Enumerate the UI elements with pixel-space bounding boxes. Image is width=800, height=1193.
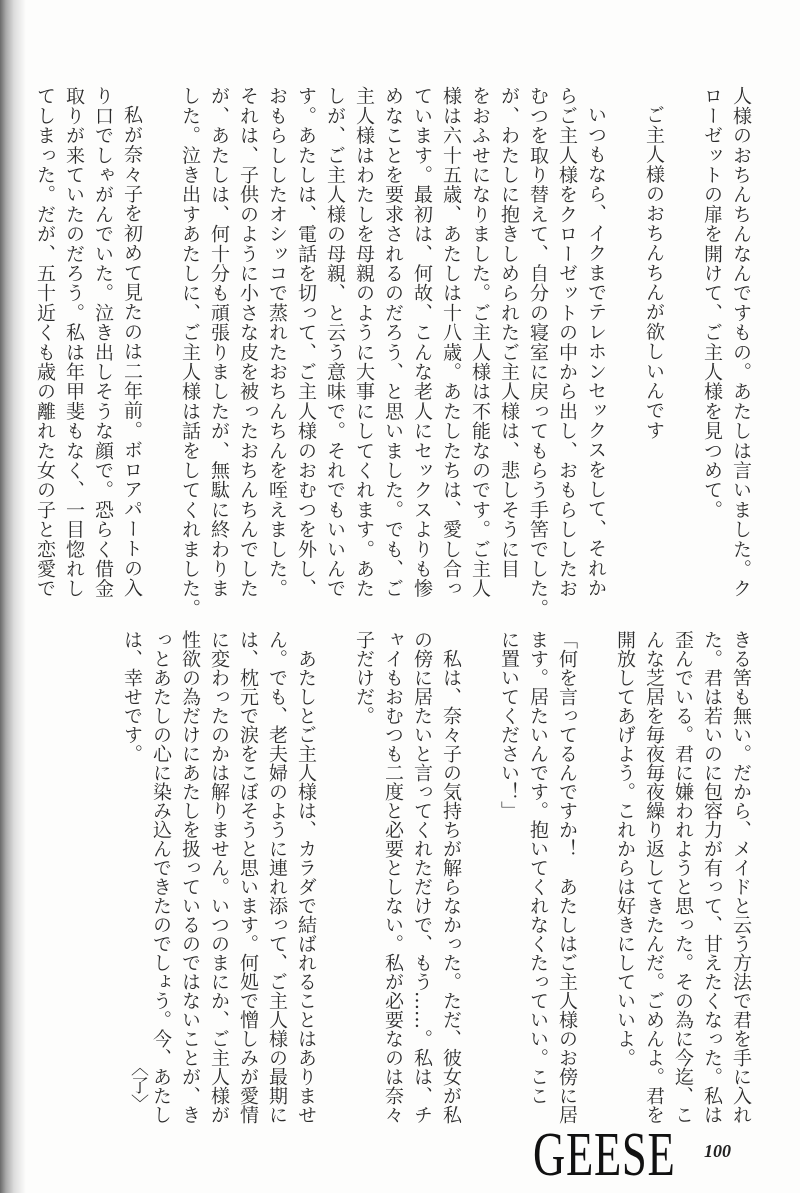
dialogue-line: に置いてください！」 (498, 630, 520, 820)
text-line: 歪んでいる。君に嫌われようと思った。その為に今迄、こ (672, 630, 694, 1124)
dialogue-line: ます。居たいんです。抱いてくれなくたっていい。ここ (527, 630, 549, 1105)
text-line: それは、子供のように小さな皮を被ったおちんちんでした (237, 86, 259, 599)
text-line: きる筈も無い。だから、メイドと云う方法で君を手に入れ (730, 630, 752, 1124)
page-number: 100 (704, 1141, 731, 1161)
blank-line (320, 630, 349, 1122)
text-line: てしまった。だが、五十近くも歳の離れた女の子と恋愛で (34, 86, 56, 599)
text-line: っとあたしの心に染み込んできたのでしょう。今、あたし (150, 630, 172, 1124)
text-line: す。あたしは、電話を切って、ご主人様のおむつを外し、 (295, 86, 317, 599)
blank-line (610, 86, 639, 601)
text-line: むつを取り替えて、自分の寝室に戻ってもらう手筈でした。 (527, 86, 549, 618)
blank-line (146, 86, 175, 601)
binding-shadow (0, 0, 26, 1193)
text-line: 人様のおちんちんなんですもの。あたしは言いました。ク (730, 86, 752, 599)
text-line: らご主人様をクローゼットの中から出し、おもらししたお (556, 86, 578, 599)
text-line: おもらししたオシッコで蒸れたおちんちんを咥えました。 (266, 86, 288, 599)
text-line: いつもなら、イクまでテレホンセックスをして、それか (585, 105, 607, 598)
text-line: しが、ご主人様の母親、と云う意味で。それでもいいんで (324, 86, 346, 599)
text-line: に変わったのかは解りません。いつのまにか、ご主人様が (208, 630, 230, 1124)
text-block-bottom (117, 630, 755, 1122)
blank-line (465, 630, 494, 1122)
text-line: めなことを要求されるのだろう、と思いました。でも、ご (382, 86, 404, 599)
text-line: ています。最初は、何故、こんな老人にセックスよりも惨 (411, 86, 433, 599)
magazine-title: GEESE (533, 1121, 676, 1189)
text-line: の傍に居たいと言ってくれただけで、もう……。私は、チ (411, 630, 433, 1124)
text-line: 私は、奈々子の気持ちが解らなかった。ただ、彼女が私 (440, 649, 462, 1124)
text-line: た。君は若いのに包容力が有って、甘えたくなった。私は (701, 630, 723, 1124)
text-line: した。泣き出すあたしに、ご主人様は話をしてくれました。 (179, 86, 201, 618)
text-line: 様は六十五歳、あたしは十八歳。あたしたちは、愛し合っ (440, 86, 462, 599)
text-line: が、あたしは、何十分も頑張りましたが、無駄に終わりま (208, 86, 230, 599)
text-line: は、枕元で涙をこぼそうと思います。何処で憎しみが愛情 (237, 630, 259, 1124)
text-line: 取りが来ていたのだろう。私は年甲斐もなく、一目惚れし (63, 86, 85, 599)
text-line: あたしとご主人様は、カラダで結ばれることはありませ (295, 649, 317, 1124)
text-line: んな芝居を毎夜毎夜繰り返してきたんだ。ごめんよ。君を (643, 630, 665, 1124)
text-line: ャイもおむつも二度と必要としない。私が必要なのは奈々 (382, 630, 404, 1124)
blank-line (581, 630, 610, 1122)
text-line: ん。でも、老夫婦のように連れ添って、ご主人様の最期に (266, 630, 288, 1124)
text-line: が、わたしに抱きしめられたご主人様は、悲しそうに目 (498, 86, 520, 579)
blank-line (668, 86, 697, 601)
end-mark: 〈了〉 (128, 1058, 149, 1112)
text-line: をおふせになりました。ご主人様は不能なのです。ご主人 (469, 86, 491, 599)
quote-line: ご主人様のおちんちんが欲しいんです (643, 105, 665, 440)
text-line: 開放してあげよう。これからは好きにしていいよ。 (614, 630, 636, 1067)
text-line: 私が奈々子を初めて見たのは二年前。ボロアパートの入 (121, 105, 143, 598)
text-line: り口でしゃがんでいた。泣き出しそうな顔で。恐らく借金 (92, 86, 114, 599)
text-line: は、幸せです。 (121, 630, 143, 763)
text-line: 性欲の為だけにあたしを扱っているのではないことが、き (179, 630, 201, 1124)
text-line: 主人様はわたしを母親のように大事にしてくれます。あた (353, 86, 375, 599)
dialogue-line: 「何を言ってるんですか！ あたしはご主人様のお傍に居 (556, 630, 578, 1124)
text-line: ローゼットの扉を開けて、ご主人様を見つめて。 (701, 86, 723, 520)
text-block-top (30, 86, 755, 618)
text-line: 子だけだ。 (353, 630, 375, 725)
